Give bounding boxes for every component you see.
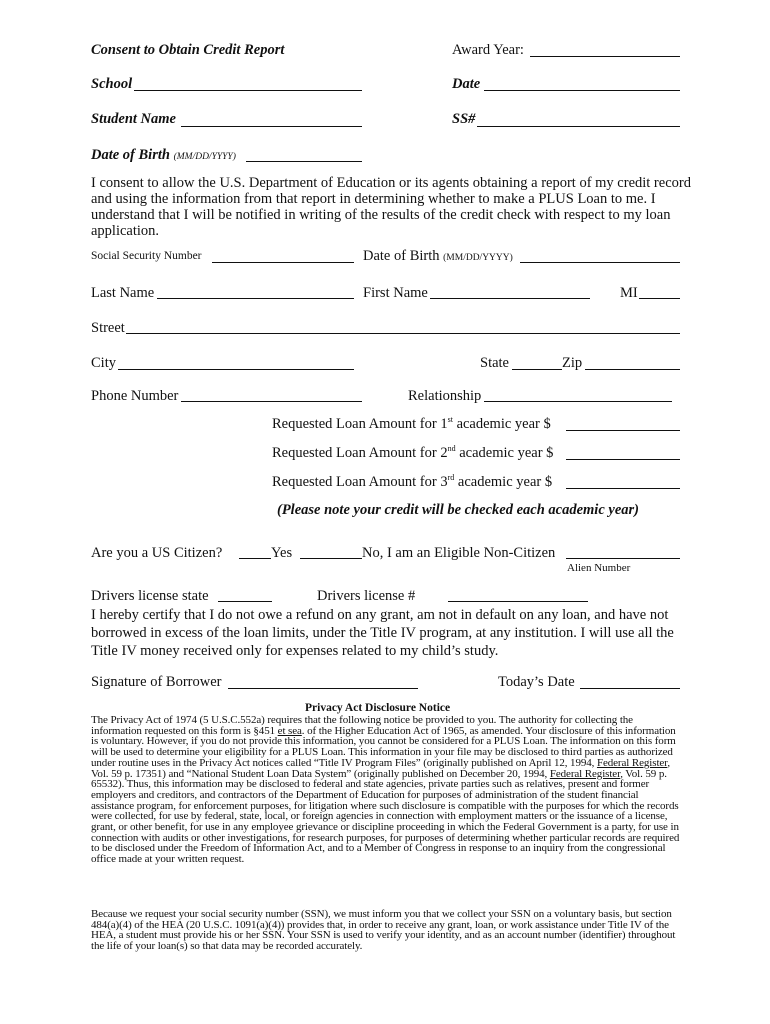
privacy-p1-b: . of the Higher Education Act of 1965, as amended. Your disclosure of this information is voluntary. However, if you do not provide this information, you cannot be considered for a PLUS Loan. The information on this form will be used to determine your eligibility for a PLUS Loan. This information in your file may be disclosed to third parties as authorized under routine uses in the Privacy Act notices called “Title IV Program Files” (originally published on April 12, 1994, [91, 724, 676, 769]
loan-year-3-field[interactable] [566, 488, 680, 489]
loan-prefix: Requested Loan Amount for [272, 445, 441, 461]
privacy-paragraph-2: Because we request your social security number (SSN), we must inform you that we collect your SSN on a voluntary basis, but section 484(a)(4) of the HEA (20 U.S.C. 1091(a)(4)) provides that, in order to receive any grant, loan, or work assistance under Title IV of the HEA, a student must provide his or her SSN. Your SSN is used to verify your identity, and as an account number (identifier) throughout the life of your loan(s) so that data may be recorded accurately. [91, 908, 676, 953]
city-field[interactable] [118, 369, 354, 370]
loan-prefix: Requested Loan Amount for [272, 474, 441, 490]
last-name-field[interactable] [157, 298, 354, 299]
loan-year-suffix: rd [447, 473, 455, 483]
privacy-p1-c: , Vol. 59 p. 17351) and “National Student Loan Data System” (originally published on December 20, 1994, [91, 756, 670, 780]
license-state-field[interactable] [218, 601, 272, 602]
date-field[interactable] [484, 90, 680, 91]
borrower-ssn-label: Social Security Number [91, 250, 202, 262]
borrower-ssn-field[interactable] [212, 262, 354, 263]
award-year-label: Award Year: [452, 42, 524, 58]
first-name-label: First Name [363, 285, 428, 301]
city-label: City [91, 355, 116, 371]
street-label: Street [91, 320, 125, 336]
license-number-label: Drivers license # [317, 588, 416, 604]
ssn-label: SS# [452, 111, 476, 127]
loan-year-num: 3 [440, 474, 448, 490]
loan-year-3-label [272, 475, 552, 490]
zip-label: Zip [562, 355, 583, 371]
loan-year-2-field[interactable] [566, 459, 680, 460]
form-title: Consent to Obtain Credit Report [91, 42, 285, 58]
borrower-dob-format: (MM/DD/YYYY) [443, 253, 513, 263]
loan-year-suffix: nd [447, 444, 456, 454]
relationship-label: Relationship [408, 388, 482, 404]
loan-after: academic year $ [454, 474, 553, 490]
loan-year-1-label [272, 417, 551, 432]
phone-label: Phone Number [91, 388, 179, 404]
credit-check-note: (Please note your credit will be checked each academic year) [277, 502, 639, 518]
relationship-field[interactable] [484, 401, 672, 402]
last-name-label: Last Name [91, 285, 155, 301]
student-dob-label [91, 148, 236, 163]
todays-date-field[interactable] [580, 688, 680, 689]
borrower-dob-field[interactable] [520, 262, 680, 263]
signature-field[interactable] [228, 688, 418, 689]
privacy-p1-a: The Privacy Act of 1974 (5 U.S.C.552a) requires that the following notice be provided to you. The authority for collecting the information requested on this form is §451 [91, 714, 633, 737]
school-field[interactable] [134, 90, 362, 91]
loan-year-num: 1 [440, 416, 448, 432]
student-name-label: Student Name [91, 111, 176, 127]
student-dob-format: (MM/DD/YYYY) [173, 152, 236, 162]
loan-prefix: Requested Loan Amount for [272, 416, 441, 432]
loan-year-suffix: st [447, 415, 453, 425]
ssn-field[interactable] [477, 126, 680, 127]
borrower-dob-text: Date of Birth [363, 248, 440, 264]
student-name-field[interactable] [181, 126, 362, 127]
todays-date-label: Today’s Date [498, 674, 575, 690]
license-number-field[interactable] [448, 601, 588, 602]
loan-year-2-label [272, 446, 553, 461]
federal-register-ref-1: Federal Register [596, 756, 668, 769]
loan-after: academic year $ [455, 445, 554, 461]
citizen-question: Are you a US Citizen? [91, 545, 223, 561]
state-label: State [480, 355, 509, 371]
citizen-yes-label: Yes [271, 545, 293, 561]
student-dob-field[interactable] [246, 161, 362, 162]
citizen-yes-field[interactable] [239, 558, 271, 559]
zip-field[interactable] [585, 369, 680, 370]
privacy-paragraph-1 [91, 715, 681, 865]
phone-field[interactable] [181, 401, 362, 402]
privacy-title: Privacy Act Disclosure Notice [305, 702, 451, 714]
alien-number-field[interactable] [566, 558, 680, 559]
citizen-no-label: No, I am an Eligible Non-Citizen [362, 545, 556, 561]
license-state-label: Drivers license state [91, 588, 209, 604]
state-field[interactable] [512, 369, 562, 370]
certify-paragraph: I hereby certify that I do not owe a refund on any grant, am not in default on any loan, and have not borrowed in excess of the loan limits, under the Title IV program, at any institution. I will use all the Title IV money received only for expenses related to my child’s study. [91, 607, 674, 659]
citizen-no-field[interactable] [300, 558, 362, 559]
mi-field[interactable] [639, 298, 680, 299]
school-label: School [91, 76, 133, 92]
date-label: Date [452, 76, 481, 92]
consent-paragraph: I consent to allow the U.S. Department of Education or its agents obtaining a report of my credit record and using the information from that report in determining whether to make a PLUS Loan to me. I understand that I will be notified in writing of the results of the credit check with respect to my loan application. [91, 175, 691, 239]
award-year-field[interactable] [530, 56, 680, 57]
student-dob-text: Date of Birth [91, 147, 170, 163]
borrower-dob-label [363, 249, 513, 264]
street-field[interactable] [126, 333, 680, 334]
alien-number-label: Alien Number [567, 562, 631, 574]
loan-year-1-field[interactable] [566, 430, 680, 431]
loan-after: academic year $ [452, 416, 551, 432]
signature-label: Signature of Borrower [91, 674, 222, 690]
mi-label: MI [620, 285, 638, 301]
privacy-p1-d: , Vol. 59 p. 65532). Thus, this information may be disclosed to federal and state agencies, private parties such as relatives, present and former employers and creditors, and contractors of the Department of Education for purposes of administration of the student financial assistance program, for enforcement purposes, for litigation where such disclosure is compatible with the purposes for which the records were collected, for use by federal, state, local, or foreign agencies in connection with employment matters or the issuance of a license, grant, or other benefit, for use in any employee grievance or discipline proceeding in which the Federal Government is a party, for use in connection with audits or other investigations, for research purposes, for purposes of determining whether particular records are required to be disclosed under the Freedom of Information Act, and to a Member of Congress in response to an inquiry from the congressional office made at your written request. [91, 767, 680, 866]
first-name-field[interactable] [430, 298, 590, 299]
federal-register-ref-2: Federal Register [549, 767, 621, 780]
privacy-et-seq: et sea [277, 724, 302, 737]
loan-year-num: 2 [440, 445, 448, 461]
